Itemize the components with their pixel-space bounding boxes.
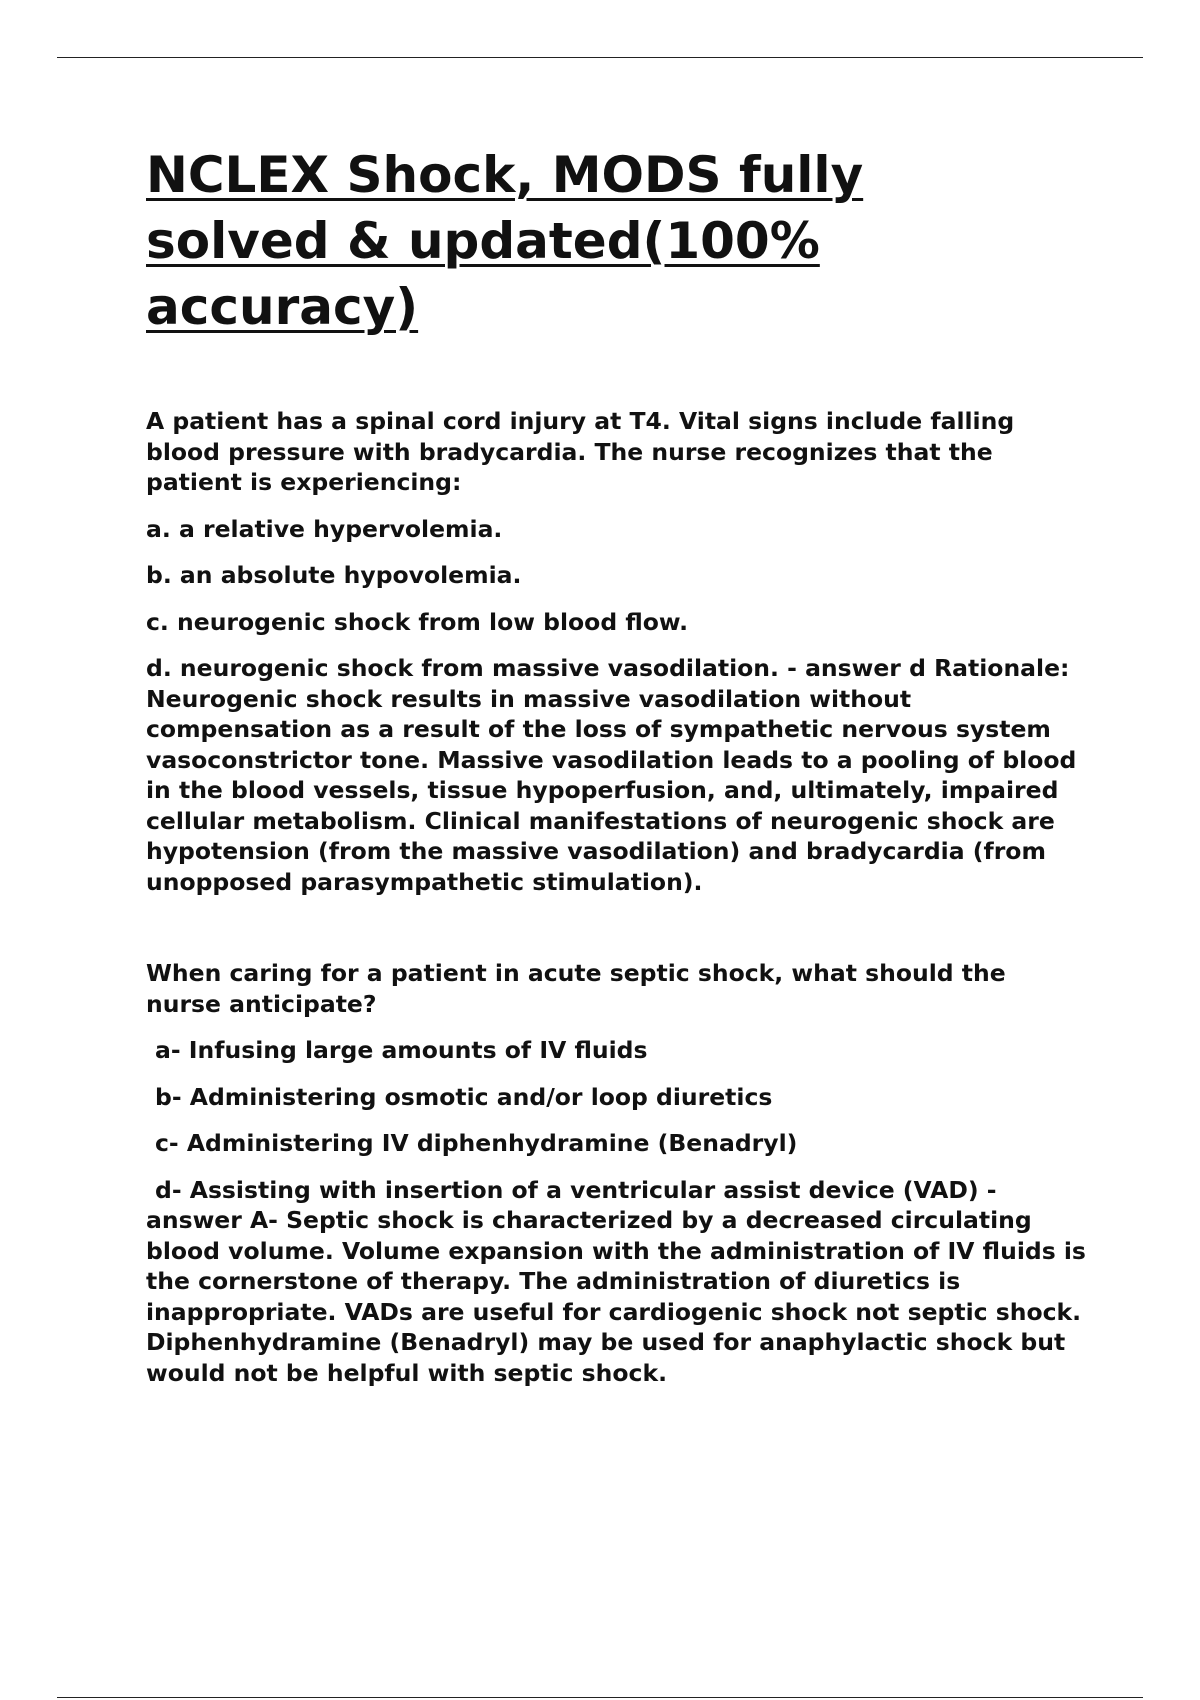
option-d-with-answer [146,653,1086,897]
question-text: A patient has a spinal cord injury at T4. Vital signs include falling blood pressure with bradycardia. The nurse recognizes that the patient is experiencing: [146,407,1015,496]
option-a: a. a relative hypervolemia. [146,514,503,543]
option-d-with-answer [146,1175,1086,1389]
top-divider [57,57,1143,58]
question-text: When caring for a patient in acute septic shock, what should the nurse anticipate? [146,959,1006,1018]
option-b: b- Administering osmotic and/or loop diuretics [155,1082,773,1111]
option-b: b. an absolute hypovolemia. [146,561,522,589]
option-a: a- Infusing large amounts of IV fluids [155,1036,648,1064]
question-block-1 [146,406,1086,897]
answer-rationale: - answer A- Septic shock is characterized by a decreased circulating blood volume. Volume expansion with the administration of IV fluids is the cornerstone of therapy. The administration of diuretics is inappropriate. VADs are useful for cardiogenic shock not septic shock. Diphenhydramine (Benadryl) may be used for anaphylactic shock but would not be helpful with septic shock. [146,1175,1086,1387]
document-title: NCLEX Shock, MODS fully solved & updated(100% accuracy) [146,146,864,336]
document-body [146,142,1086,1388]
option-d: d. neurogenic shock from massive vasodilation. [146,654,779,682]
option-d: d- Assisting with insertion of a ventricular assist device (VAD) [155,1175,979,1204]
question-block-2 [146,958,1086,1388]
option-c: c. neurogenic shock from low blood flow. [146,607,689,636]
option-c: c- Administering IV diphenhydramine (Benadryl) [155,1129,798,1157]
bottom-divider [57,1697,1143,1698]
answer-rationale: - answer d Rationale: Neurogenic shock results in massive vasodilation without compensation as a result of the loss of sympathetic nervous system vasoconstrictor tone. Massive vasodilation leads to a pooling of blood in the blood vessels, tissue hypoperfusion, and, ultimately, impaired cellular metabolism. Clinical manifestations of neurogenic shock are hypotension (from the massive vasodilation) and bradycardia (from unopposed parasympathetic stimulation). [146,654,1077,896]
